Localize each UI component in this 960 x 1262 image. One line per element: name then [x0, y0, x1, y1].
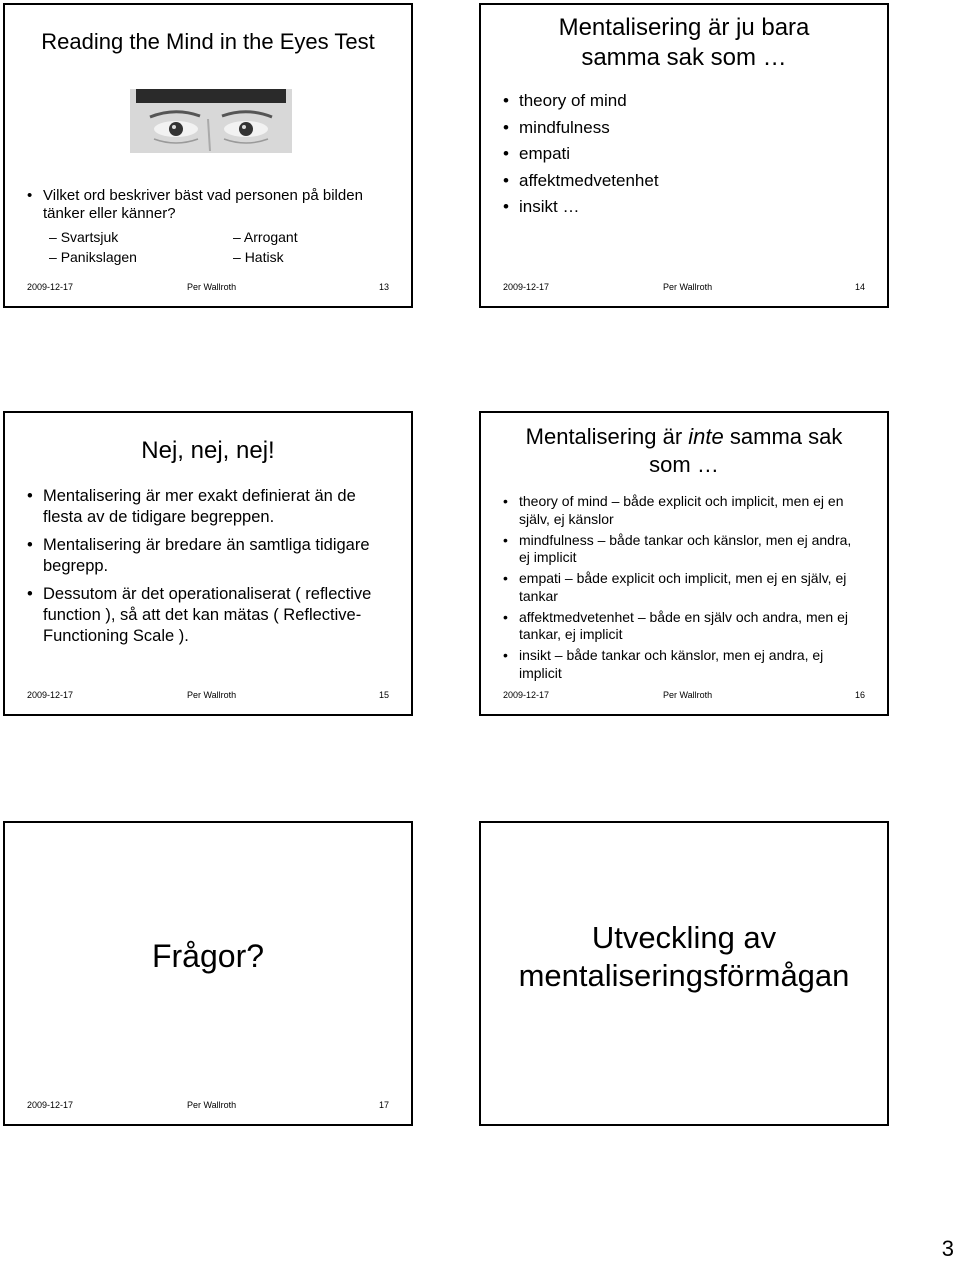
question-text: • Vilket ord beskriver bäst vad personen på bilden tänker eller känner?: [27, 187, 397, 223]
page-number: 3: [941, 1236, 954, 1261]
slide-number: 17: [378, 1100, 389, 1110]
bullet-list: [503, 493, 863, 682]
bullet-list: [503, 88, 659, 221]
slide-13: [3, 3, 413, 308]
slide-title: Frågor?: [151, 938, 265, 974]
slide-footer: [481, 282, 887, 294]
title-text-end: samma sak som …: [649, 424, 843, 477]
bullet-item: • mindfulness – både tankar och känslor, men ej andra, ej implicit: [503, 532, 863, 567]
title-text-start: Mentalisering är: [525, 424, 689, 449]
option-arrogant: – Arrogant: [233, 229, 298, 245]
bullet-item: • affektmedvetenhet – både en själv och andra, men ej tankar, ej implicit: [503, 609, 863, 644]
bullet-item: • empati: [503, 141, 659, 168]
bullet-item: • mindfulness: [503, 115, 659, 142]
footer-date: 2009-12-17: [27, 1100, 74, 1110]
footer-date: 2009-12-17: [503, 690, 550, 700]
slide-18: [479, 821, 889, 1126]
footer-author: Per Wallroth: [663, 282, 713, 292]
bullet-item: • empati – både explicit och implicit, men ej en själv, ej tankar: [503, 570, 863, 605]
option-svartsjuk: – Svartsjuk: [49, 229, 118, 245]
slide-footer: [481, 690, 887, 702]
option-panikslagen: – Panikslagen: [49, 249, 137, 265]
slide-footer: [5, 1100, 411, 1112]
footer-author: Per Wallroth: [663, 690, 713, 700]
footer-author: Per Wallroth: [187, 690, 237, 700]
option-hatisk: – Hatisk: [233, 249, 284, 265]
slide-number: 16: [854, 690, 865, 700]
eyes-photo: [130, 89, 292, 153]
slide-title: Nej, nej, nej!: [141, 437, 275, 464]
bullet-item: • insikt …: [503, 194, 659, 221]
bullet-item: • insikt – både tankar och känslor, men ej andra, ej implicit: [503, 647, 863, 682]
slide-number: 14: [854, 282, 865, 292]
slide-17: [3, 821, 413, 1126]
bullet-item: • Mentalisering är mer exakt definierat än de flesta av de tidigare begreppen.: [27, 486, 399, 528]
question-list: [27, 187, 397, 223]
slide-15: [3, 411, 413, 716]
footer-date: 2009-12-17: [503, 282, 550, 292]
bullet-item: • theory of mind: [503, 88, 659, 115]
slide-number: 13: [378, 282, 389, 292]
bullet-item: • affektmedvetenhet: [503, 168, 659, 195]
slide-number: 15: [378, 690, 389, 700]
slide-14: [479, 3, 889, 308]
slide-title: Reading the Mind in the Eyes Test: [41, 29, 375, 54]
bullet-item: • theory of mind – både explicit och implicit, men ej en själv, ej känslor: [503, 493, 863, 528]
footer-date: 2009-12-17: [27, 690, 74, 700]
slide-title: Utveckling av mentaliseringsförmågan: [518, 920, 850, 993]
bullet-item: • Dessutom är det operationaliserat ( reflective function ), så att det kan mätas ( Reflective-Functioning Scale ).: [27, 584, 399, 647]
eyes-image: [130, 89, 292, 153]
bullet-list: [27, 486, 399, 647]
slide-title: [511, 423, 857, 479]
slide-16: [479, 411, 889, 716]
slide-footer: [5, 690, 411, 702]
slide-title: Mentalisering är ju bara samma sak som …: [558, 14, 810, 71]
slide-footer: [5, 282, 411, 294]
title-emphasis: inte: [688, 424, 724, 449]
footer-date: 2009-12-17: [27, 282, 74, 292]
footer-author: Per Wallroth: [187, 1100, 237, 1110]
bullet-item: • Mentalisering är bredare än samtliga tidigare begrepp.: [27, 535, 399, 577]
footer-author: Per Wallroth: [187, 282, 237, 292]
